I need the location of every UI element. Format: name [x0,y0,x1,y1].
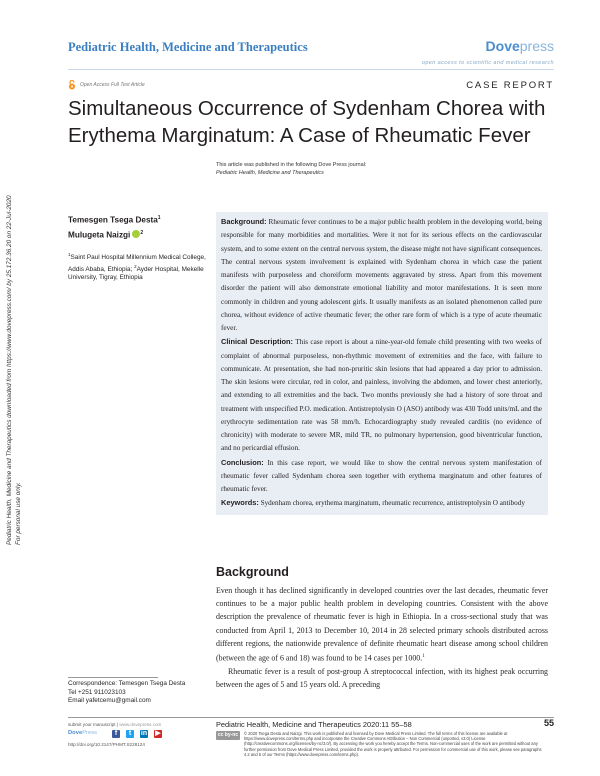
abstract-box [216,212,548,515]
background-body [216,584,548,691]
brand-tagline: open access to scientific and medical research [421,60,554,66]
license-block [216,731,548,757]
cc-license-icon[interactable]: cc by-nc [217,732,239,738]
background-heading: Background [216,565,289,579]
header-divider [68,69,554,70]
journal-title: Pediatric Health, Medicine and Therapeutics [68,40,308,54]
footer-brand[interactable]: DovePress [68,730,98,736]
abstract-keywords: Keywords: Sydenham chorea, erythema marginatum, rheumatic recurrence, antistreptolysin O antibody [221,498,525,508]
correspondence-divider [68,677,158,678]
footer-journal-citation: Pediatric Health, Medicine and Therapeutics 2020:11 55–58 [216,720,412,729]
correspondence [68,680,208,706]
correspondence-label: Correspondence: Temesgen Tsega Desta [68,680,186,687]
abstract-conclusion: Conclusion: In this case report, we would like to show the central nervous system manifestation of rheumatic fever called Sydenham chorea seen together with erythema marginatum and other features of rheumatic fever. [221,457,542,493]
watermark-line1: Pediatric Health, Medicine and Therapeutics downloaded from https://www.dovepress.com/ by 25.172.36.20 on 22-Jul-2020 [6,195,13,545]
footer-divider [68,717,554,718]
pubinfo-line: This article was published in the following Dove Press journal: [216,162,367,168]
abstract-background: Background: Rheumatic fever continues to be a major public health problem in the developing world, being responsible for many morbidities and mortalities. Were it not for its serious effects on the cardiovascular system, and to some extent on the central nervous system, the disease might not have significant consequences. The central nervous system involvement is explained with Sydenham chorea in which case the patient manifests with purposeless and choreiform movements aggravated by stress. Apart from this movement disorder the patient will also demonstrate emotional liability and motor manifestations. It is seen more commonly in children and young adolescent girls. It usually manifests as an isolated phenomenon called pure chorea, without evidence of active rheumatic fever; the other rare form of which is a type of acute rheumatic fever. [221,217,542,332]
background-p1: Even though it has declined significantly in developed countries over the last decades, rheumatic fever continues to be a major public health problem in developing countries. Consistent with the above description the prevalence of rheumatic fever is high in Ethiopia. In a cross-sectional study that was conducted from April 1, 2013 to December 10, 2014 in 28 selected primary schools distributed across different regions, the nationwide prevalence of definite rheumatic heart disease among school children (between the age of 6 and 18) was found to be 14 cases per 1000.$^1$ [216,586,548,663]
brand-bold: Dove [485,38,520,54]
publication-info [216,161,366,177]
brand-logo[interactable] [422,38,554,66]
open-access-lock-icon [68,80,76,90]
license-text: © 2020 Tsega Desta and Naizgi. This work is published and licensed by Dove Medical Press Limited. The full terms of this license are available at https://www.dovepress.com/terms.php and incorporate the Creative Commons Attribution – Non Commercial (unported, v3.0) License (http://creativecommons.org/licenses/by-nc/3.0/). By accessing the work you hereby accept the Terms. Non-commercial uses of the work are permitted without any further permission from Dove Medical Press Limited, provided the work is properly attributed. For permission for commercial use of this work, please see paragraphs 4.2 and 5 of our Terms (https://www.dovepress.com/terms.php). [244,731,542,757]
author-1[interactable]: Temesgen Tsega Desta$^1$ [68,215,161,225]
open-access-text: Open Access Full Text Article [80,82,145,88]
youtube-icon[interactable]: ▶ [155,730,161,737]
submit-manuscript-link[interactable]: submit your manuscript | www.dovepress.com [68,722,162,727]
social-links [112,730,162,738]
page-number: 55 [543,718,554,728]
download-watermark [6,125,44,545]
open-access-label [68,80,145,90]
linkedin-icon[interactable]: in [140,730,148,737]
facebook-icon[interactable]: f [112,730,120,738]
background-p2: Rheumatic fever is a result of post-group A streptococcal infection, with its highest peak occurring between the ages of 5 and 15 years old. A preceding [216,666,548,690]
doi-link[interactable]: http://doi.org/10.2147/PHMT.S228124 [68,742,145,747]
author-2[interactable]: Mulugeta Naizgi $^2$ [68,229,144,240]
author-list [68,212,218,241]
correspondence-email[interactable]: Email yafetcemu@gmail.com [68,697,151,705]
article-type: CASE REPORT [466,80,554,91]
pubinfo-journal: Pediatric Health, Medicine and Therapeutics [216,170,324,176]
article-title: Simultaneous Occurrence of Sydenham Chorea with Erythema Marginatum: A Case of Rheumatic Fever [68,97,546,147]
brand-light: press [519,38,554,54]
correspondence-tel: Tel +251 911023103 [68,688,126,696]
abstract-clinical: Clinical Description: This case report is about a nine-year-old female child presenting with two weeks of complaint of abnormal purposeless, non-rhythmic movement of extremities and the face, with failure to communicate. At presentation, she had non-pruritic skin lesions that had appeared a day prior to admission. The skin lesions were circular, red in color, and painless, involving the abdomen, and lower chest anteriorly, and extending to all extremities and the back. Two months previously she had a history of sore throat and treatment with unspecified P.O. medication. Antistreptolysin O (ASO) antibody was 430 Todd units/mL and the erythrocyte sedimentation rate was 58 mm/h. Echocardiography study revealed carditis (no evidence of chronicity) with moderate to severe MR, mild TR, no pulmonary hypertension, good biventricular function, and no pericardial effusion. [221,337,543,453]
watermark-line2: For personal use only. [15,482,22,545]
affiliations: $^1$Saint Paul Hospital Millennium Medical College, Addis Ababa, Ethiopia; $^2$Ayder Hospital, Mekelle University, Tigray, Ethiopia [68,252,206,282]
twitter-icon[interactable]: t [126,730,134,738]
